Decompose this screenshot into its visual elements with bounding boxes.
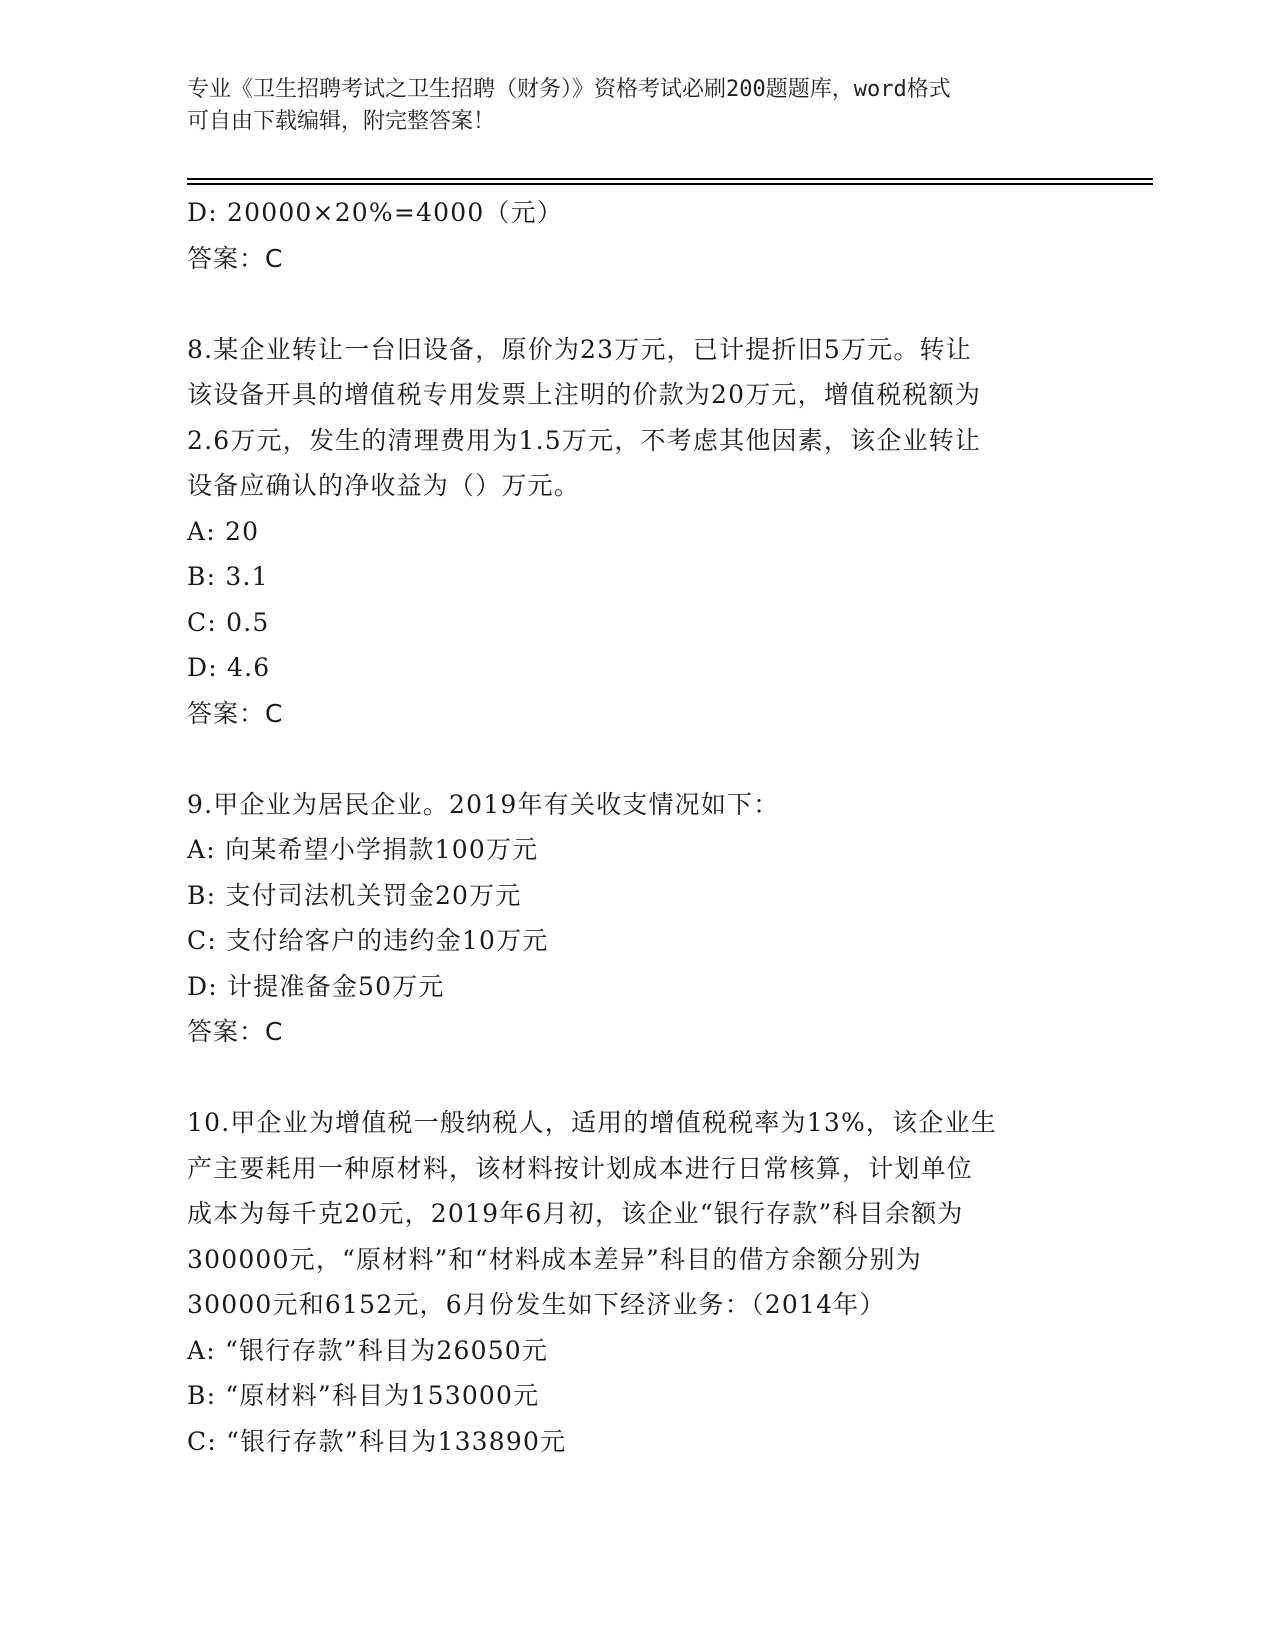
option-a: A: “银行存款”科目为26050元 — [187, 1335, 549, 1365]
question-stem-line: 产主要耗用一种原材料，该材料按计划成本进行日常核算，计划单位 — [187, 1153, 974, 1183]
option-b: B: 3.1 — [187, 562, 269, 591]
question-stem-line: 8.某企业转让一台旧设备，原价为23万元，已计提折旧5万元。转让 — [187, 334, 972, 364]
spacer — [187, 1055, 1087, 1101]
question-stem-line: 30000元和6152元，6月份发生如下经济业务：（2014年） — [187, 1290, 886, 1319]
answer-line: 答案：C — [187, 243, 284, 273]
question-stem-line: 9.甲企业为居民企业。2019年有关收支情况如下： — [187, 789, 780, 819]
question-stem-line: 10.甲企业为增值税一般纳税人，适用的增值税税率为13%，该企业生 — [187, 1108, 997, 1137]
question-stem-line: 该设备开具的增值税专用发票上注明的价款为20万元，增值税税额为 — [187, 380, 982, 409]
header-title-line-1: 专业《卫生招聘考试之卫生招聘（财务）》资格考试必刷200题题库，word格式 — [187, 77, 951, 102]
option-d: D: 计提准备金50万元 — [187, 971, 445, 1001]
option-d: D: 20000×20%=4000（元） — [187, 198, 564, 227]
option-c: C: 支付给客户的违约金10万元 — [187, 926, 549, 955]
question-stem-line: 成本为每千克20元，2019年6月初，该企业“银行存款”科目余额为 — [187, 1199, 964, 1228]
option-a: A: 20 — [187, 516, 260, 546]
question-10 — [187, 1100, 1087, 1464]
option-c: C: “银行存款”科目为133890元 — [187, 1426, 567, 1456]
document-body — [187, 190, 1087, 1464]
spacer — [187, 736, 1087, 782]
answer-line: 答案：C — [187, 698, 284, 728]
header-title-line-2: 可自由下载编辑，附完整答案！ — [187, 109, 496, 134]
option-c: C: 0.5 — [187, 607, 270, 637]
question-stem-line: 300000元，“原材料”和“材料成本差异”科目的借方余额分别为 — [187, 1244, 922, 1274]
option-a: A: 向某希望小学捐款100万元 — [187, 835, 539, 864]
spacer — [187, 281, 1087, 327]
question-stem-line: 2.6万元，发生的清理费用为1.5万元，不考虑其他因素，该企业转让 — [187, 425, 982, 455]
option-d: D: 4.6 — [187, 653, 271, 682]
answer-line: 答案：C — [187, 1017, 284, 1046]
question-stem-line: 设备应确认的净收益为（）万元。 — [187, 471, 581, 500]
option-b: B: “原材料”科目为153000元 — [187, 1381, 540, 1410]
document-header — [187, 74, 1087, 138]
question-8 — [187, 327, 1087, 737]
header-divider-bottom — [187, 183, 1153, 185]
option-b: B: 支付司法机关罚金20万元 — [187, 880, 522, 910]
question-9 — [187, 782, 1087, 1055]
header-divider-top — [187, 178, 1153, 180]
question-7-tail — [187, 190, 1087, 281]
